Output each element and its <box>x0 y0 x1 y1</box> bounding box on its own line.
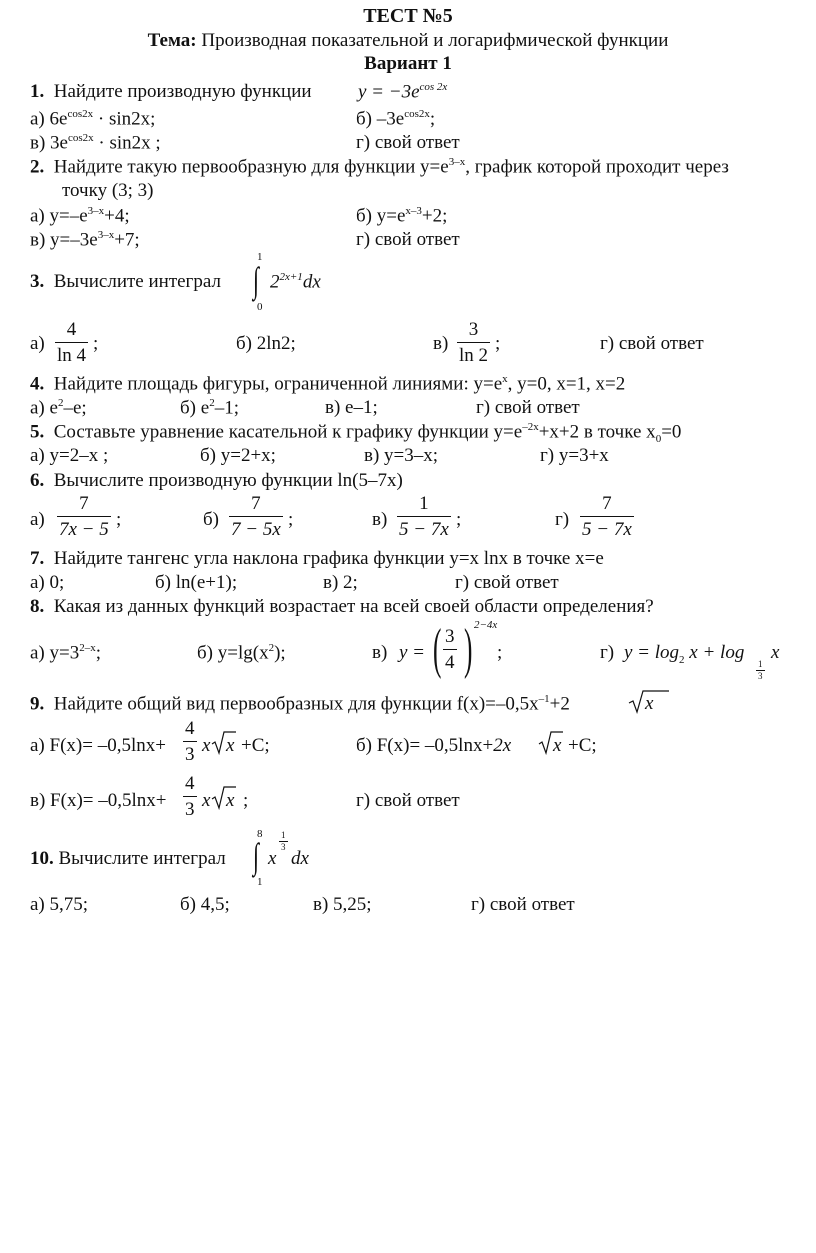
q3-answer-a-end: ; <box>93 333 99 354</box>
q8-answer-d-label[interactable]: г) <box>600 642 615 663</box>
q4-answer-b[interactable] <box>180 398 239 417</box>
answer-text: а) e <box>30 397 58 419</box>
q3-int-lower: 0 <box>257 301 263 313</box>
topic-label: Тема: <box>147 30 197 51</box>
q5-answer-a[interactable]: а) y=2–x ; <box>30 445 109 466</box>
question-text: Вычислите интеграл <box>53 271 221 292</box>
question-text: , график которой проходит через <box>465 156 729 178</box>
q1-answer-a[interactable] <box>30 109 155 128</box>
question-9 <box>30 694 570 713</box>
answer-sup: 2 <box>268 642 275 654</box>
q2-answer-a[interactable] <box>30 206 130 225</box>
numerator: 4 <box>66 319 77 340</box>
numerator: 1 <box>758 659 763 669</box>
integral-icon: ∫ <box>253 836 259 876</box>
q8-d-x: x <box>771 642 780 663</box>
q6-answer-a-label[interactable]: а) <box>30 509 45 530</box>
question-text: Найдите производную функции <box>53 81 312 102</box>
q9-c-rad: x <box>226 790 235 811</box>
numerator: 1 <box>281 830 286 840</box>
q1-answer-c[interactable] <box>30 133 161 152</box>
paren-left: ( <box>433 618 442 680</box>
fraction-bar <box>183 741 197 742</box>
q2-answer-b[interactable] <box>356 206 447 225</box>
denominator: 5 − 7x <box>399 519 449 540</box>
answer-text: · sin2x; <box>97 108 156 130</box>
q1-function <box>358 82 447 101</box>
q9-answer-b[interactable] <box>356 736 511 755</box>
expr: y = log <box>624 642 680 663</box>
answer-sup: cos2x <box>67 132 94 144</box>
question-text: Вычислите производную функции ln(5–7x) <box>53 470 403 491</box>
denominator: 3 <box>185 799 195 820</box>
fraction-bar <box>57 516 111 517</box>
question-sup: –2x <box>522 421 539 433</box>
q6-answer-b-end: ; <box>288 509 294 530</box>
answer-sup: cos2x <box>404 108 430 120</box>
q9-answer-d[interactable]: г) свой ответ <box>356 790 460 811</box>
question-8 <box>30 597 654 616</box>
q8-answer-c-fraction <box>443 627 457 672</box>
q10-base: x <box>268 848 277 869</box>
question-2 <box>30 157 729 176</box>
q5-answer-c[interactable]: в) y=3–x; <box>364 445 439 466</box>
question-number: 7. <box>30 548 45 569</box>
q8-d-expr <box>624 643 744 666</box>
answer-text: а) y=3 <box>30 642 80 664</box>
question-number: 8. <box>30 596 45 617</box>
q3-answer-c-fraction <box>457 320 490 365</box>
q10-answer-d[interactable]: г) свой ответ <box>471 894 575 915</box>
question-number: 10. <box>30 848 54 869</box>
sqrt-icon <box>212 786 226 810</box>
q5-answer-b[interactable]: б) y=2+x; <box>200 445 276 466</box>
q9-answer-c[interactable] <box>30 791 166 810</box>
answer-text: б) –3e <box>356 108 405 130</box>
question-number: 6. <box>30 470 45 491</box>
answer-text: в) 3e <box>30 132 68 154</box>
question-3 <box>30 272 221 291</box>
question-sup: 3–x <box>448 156 466 168</box>
answer-text: 2x <box>493 735 512 756</box>
answer-text: –e; <box>63 397 87 419</box>
answer-sup: 2–x <box>79 642 96 654</box>
answer-sup: 3–x <box>87 205 105 217</box>
numerator: 4 <box>185 773 195 794</box>
test-title: ТЕСТ №5 <box>363 5 453 27</box>
numerator: 4 <box>185 718 195 739</box>
question-text: Найдите площадь фигуры, ограниченной линиями: y=e <box>53 373 503 395</box>
answer-text: б) e <box>180 397 210 419</box>
paren-right: ) <box>464 618 473 680</box>
question-6 <box>30 471 403 490</box>
q6-answer-b-label[interactable]: б) <box>203 509 219 530</box>
q1-func-sup: cos 2x <box>419 81 448 93</box>
denominator: 3 <box>281 842 286 852</box>
q9-answer-a[interactable] <box>30 736 166 755</box>
answer-text: в) F(x)= –0,5lnx+ <box>30 790 167 811</box>
question-text: Найдите общий вид первообразных для функции f(x)=–0,5x <box>53 693 539 715</box>
sqrt-icon <box>629 690 645 714</box>
question-1 <box>30 82 312 101</box>
question-text: +2 <box>549 693 570 715</box>
answer-text: а) y=–e <box>30 205 88 227</box>
q6-answer-b-fraction <box>229 494 283 539</box>
question-sup: x <box>502 373 508 385</box>
answer-sup: 2 <box>57 397 64 409</box>
q9-a-post: +C; <box>241 735 270 756</box>
q9-b-post: +C; <box>568 735 597 756</box>
denominator: 7x − 5 <box>59 519 109 540</box>
q3-dx: dx <box>302 271 321 293</box>
denominator: ln 2 <box>459 345 489 366</box>
sqrt-icon <box>212 731 226 755</box>
answer-text: ; <box>429 108 436 130</box>
integral-icon: ∫ <box>253 260 259 300</box>
q3-int-upper: 1 <box>257 251 263 263</box>
answer-sup: 3–x <box>97 229 115 241</box>
denominator: 5 − 7x <box>582 519 632 540</box>
answer-text: +4; <box>104 205 130 227</box>
q3-answer-a-fraction <box>55 320 88 365</box>
topic-text: Производная показательной и логарифмической функции <box>201 30 669 51</box>
q7-answer-d[interactable]: г) свой ответ <box>455 572 559 593</box>
fraction-bar <box>229 516 283 517</box>
sqrt-icon <box>539 731 553 755</box>
question-4 <box>30 374 625 393</box>
q2-answer-d[interactable]: г) свой ответ <box>356 229 460 250</box>
q9-answer-c-fraction <box>183 774 197 819</box>
q3-answer-d[interactable]: г) свой ответ <box>600 333 704 354</box>
question-text: Найдите тангенс угла наклона графика функции y=x lnx в точке x=e <box>53 548 604 569</box>
q3-integrand <box>270 272 321 291</box>
question-number: 2. <box>30 156 45 178</box>
answer-text: ; <box>95 642 102 664</box>
q6-answer-a-end: ; <box>116 509 122 530</box>
fraction-bar <box>443 649 457 650</box>
answer-text: б) y=e <box>356 205 406 227</box>
q2-answer-c[interactable] <box>30 230 140 249</box>
q6-answer-c-fraction <box>397 494 451 539</box>
q8-answer-c-end: ; <box>497 642 503 663</box>
question-number: 1. <box>30 81 45 102</box>
q9-a-rad: x <box>226 735 235 756</box>
question-7 <box>30 549 604 568</box>
question-text: Какая из данных функций возрастает на всей своей области определения? <box>53 596 654 617</box>
q1-answer-d[interactable]: г) свой ответ <box>356 132 460 153</box>
numerator: 3 <box>445 626 455 647</box>
denominator: 7 − 5x <box>231 519 281 540</box>
denominator: ln 4 <box>57 345 87 366</box>
question-10 <box>30 849 226 868</box>
answer-sup: 2 <box>209 397 215 409</box>
q3-answer-c-end: ; <box>495 333 501 354</box>
q6-answer-d-label[interactable]: г) <box>555 509 570 530</box>
question-sub: 0 <box>655 433 662 446</box>
q8-c-y: y = <box>399 642 426 663</box>
q4-answer-a[interactable] <box>30 398 87 417</box>
denominator: 4 <box>445 652 455 673</box>
q8-answer-a[interactable] <box>30 643 101 662</box>
answer-text: +2; <box>421 205 448 227</box>
topic-line <box>0 31 816 50</box>
q6-answer-d-fraction <box>580 494 634 539</box>
question-text: Вычислите интеграл <box>58 848 226 869</box>
q9-answer-a-fraction <box>183 719 197 764</box>
q9-c-x: x <box>202 790 211 811</box>
q7-answer-c[interactable]: в) 2; <box>323 572 358 593</box>
question-text: +x+2 в точке x <box>538 421 656 443</box>
q10-answer-b[interactable]: б) 4,5; <box>180 894 230 915</box>
q8-answer-c-label[interactable]: в) <box>372 642 388 663</box>
q9-c-post: ; <box>243 790 249 811</box>
q10-answer-a[interactable]: а) 5,75; <box>30 894 89 915</box>
q6-answer-c-label[interactable]: в) <box>372 509 388 530</box>
q10-dx: dx <box>291 848 309 869</box>
q3-answer-a-label[interactable]: а) <box>30 333 45 354</box>
q5-answer-d[interactable]: г) y=3+x <box>540 445 609 466</box>
q3-answer-c-label[interactable]: в) <box>433 333 449 354</box>
answer-text: +7; <box>114 229 140 251</box>
variant-label: Вариант 1 <box>364 53 452 74</box>
q10-answer-c[interactable]: в) 5,25; <box>313 894 372 915</box>
answer-text: · sin2x ; <box>98 132 161 154</box>
question-2-line2: точку (3; 3) <box>62 180 154 201</box>
q1-func-main: y = −3e <box>358 81 420 103</box>
answer-text: б) y=lg(x <box>197 642 269 664</box>
q8-answer-b[interactable] <box>197 643 286 662</box>
q6-answer-a-fraction <box>57 494 111 539</box>
q8-c-sup: 2−4x <box>474 619 498 631</box>
answer-text: ); <box>274 642 286 664</box>
answer-text: б) F(x)= –0,5lnx+ <box>356 735 494 756</box>
q6-answer-c-end: ; <box>456 509 462 530</box>
q7-answer-b[interactable]: б) ln(e+1); <box>155 572 238 593</box>
answer-sup: cos2x <box>67 108 94 120</box>
log-base: 2 <box>679 653 685 666</box>
q1-answer-b[interactable] <box>356 109 435 128</box>
q9-a-x: x <box>202 735 211 756</box>
answer-text: в) y=–3e <box>30 229 98 251</box>
q9-rad: x <box>645 693 654 714</box>
q3-base: 2 <box>270 271 280 293</box>
fraction-bar <box>183 796 197 797</box>
numerator: 3 <box>468 319 479 340</box>
fraction-bar <box>457 342 490 343</box>
answer-text: а) 6e <box>30 108 68 130</box>
q9-b-rad: x <box>553 735 562 756</box>
q10-int-upper: 8 <box>257 828 263 840</box>
answer-sup: x–3 <box>405 205 422 217</box>
q10-int-lower: 1 <box>257 876 263 888</box>
numerator: 7 <box>602 493 612 514</box>
q8-d-log-base-fraction <box>756 660 765 681</box>
question-number: 3. <box>30 271 45 292</box>
question-number: 5. <box>30 421 45 443</box>
question-number: 9. <box>30 693 45 715</box>
q3-answer-b[interactable]: б) 2ln2; <box>236 333 296 354</box>
q10-exponent-fraction <box>279 831 288 852</box>
question-number: 4. <box>30 373 45 395</box>
question-text: , y=0, x=1, x=2 <box>507 373 626 395</box>
numerator: 1 <box>419 493 429 514</box>
question-sup: –1 <box>538 693 550 705</box>
q3-sup: 2x+1 <box>279 271 303 283</box>
fraction-bar <box>55 342 88 343</box>
q4-answer-c[interactable]: в) e–1; <box>325 397 378 418</box>
question-text: =0 <box>661 421 682 443</box>
denominator: 3 <box>185 744 195 765</box>
question-text: Найдите такую первообразную для функции y=e <box>53 156 449 178</box>
numerator: 7 <box>79 493 89 514</box>
q7-answer-a[interactable]: а) 0; <box>30 572 65 593</box>
answer-text: –1; <box>214 397 239 419</box>
question-text: Составьте уравнение касательной к графику функции y=e <box>53 421 523 443</box>
answer-text: а) F(x)= –0,5lnx+ <box>30 735 166 756</box>
fraction-bar <box>580 516 634 517</box>
q4-answer-d[interactable]: г) свой ответ <box>476 397 580 418</box>
denominator: 3 <box>758 671 763 681</box>
question-5 <box>30 422 681 445</box>
expr: x + log <box>689 642 745 663</box>
fraction-bar <box>397 516 451 517</box>
numerator: 7 <box>251 493 261 514</box>
